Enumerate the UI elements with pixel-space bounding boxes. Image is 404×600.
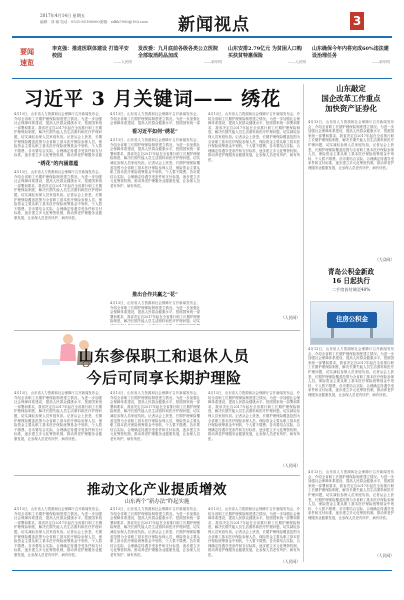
pension-headline-1: 山东参保职工和退休人员	[78, 347, 250, 365]
section-title: 新闻视点	[178, 15, 250, 35]
culture-col-1: 4月13日，山东省人力资源和社会保障厅召开新闻发布会，介绍全省职工长期护理保险制度建立情况。为进一步加强社会保障体系建设，提高人民群众健康水平，按照国家统一部署和要求，我省决定自2017年起在全省推行职工长期护理保险制度，解决长期失能人员生活照料和医疗护理问题，切实减轻参保人员家庭负担。记者从会上获悉，长期护理保险覆盖范围为全省职工基本医疗保险参保人员，保险资金主要从职工基本医疗保险统筹基金中划转，个人暂不缴费。各市要结合实际，合理确定待遇享受条件和支付标准，逐步建立多元化筹资机制，推动养老护理服务业健康发展，让参保人员老有所护，病有所医。	[14, 507, 102, 557]
header-editor: 编辑：刘 朝 电话：0531-85196000	[40, 20, 100, 24]
lead-headline: 习近平 3 月关键词—— 绣花	[24, 88, 282, 110]
quick-news-source: ——新华网	[204, 60, 222, 64]
lead-col-2c: 4月13日，山东省人力资源和社会保障厅召开新闻发布会，介绍全省职工长期护理保险制度建立情况。为进一步加强社会保障体系建设，提高人民群众健康水平，按照国家统一部署和要求，我省决定自2017年起在全省推行职工长期护理保险制度，解决长期失能人员生活照料和医疗护理问题，切实	[110, 301, 200, 324]
quick-news-title: 山东确保今年内将完成60%违法建设治理任务	[312, 46, 389, 59]
quick-news-item[interactable]	[138, 46, 222, 65]
pension-headline-2: 今后可同享长期护理险	[86, 369, 242, 387]
quick-news-item[interactable]	[52, 46, 132, 65]
fund-body-continued: 4月13日，山东省人力资源和社会保障厅召开新闻发布会，介绍全省职工长期护理保险制度建立情况。为进一步加强社会保障体系建设，提高人民群众健康水平，按照国家统一部署和要求，我省决定自2017年起在全省推行职工长期护理保险制度，解决长期失能人员生活照料和医疗护理问题，切实减轻参保人员家庭负担。记者从会上获悉，长期护理保险覆盖范围为全省职工基本医疗保险参保人员，保险资金主要从职工基本医疗保险统筹基金中划转，个人暂不缴费。各市要结合实际，合理确定待遇享受条件和支付标准，逐步建立多元化筹资机制，推动养老护理服务业健康发展，让参保人员老有所护，病有所医。	[308, 470, 394, 520]
fund-subline: 二手房首付调至40%	[331, 287, 371, 292]
page-header	[0, 0, 404, 40]
lead-col-2b: 4月13日，山东省人力资源和社会保障厅召开新闻发布会，介绍全省职工长期护理保险制度建立情况。为进一步加强社会保障体系建设，提高人民群众健康水平，按照国家统一部署和要求，我省决定自2017年起在全省推行职工长期护理保险制度，解决长期失能人员生活照料和医疗护理问题，切实减轻参保人员家庭负担。记者从会上获悉，长期护理保险覆盖范围为全省职工基本医疗保险参保人员，保险资金主要从职工基本医疗保险统筹基金中划转，个人暂不缴费。各市要结合实际，合理确定待遇享受条件和支付标准，逐步建立多元化筹资机制，推动养老护理服务业健康发展，让参保人员老有所护，病有所医。	[110, 138, 200, 188]
fund-headline-2: 16 日起执行	[332, 277, 370, 285]
lead-subhead-2: 看习近平如何“绣花”	[132, 129, 178, 135]
culture-col-3: 4月13日，山东省人力资源和社会保障厅召开新闻发布会，介绍全省职工长期护理保险制度建立情况。为进一步加强社会保障体系建设，提高人民群众健康水平，按照国家统一部署和要求，我省决定自2017年起在全省推行职工长期护理保险制度，解决长期失能人员生活照料和医疗护理问题，切实减轻参保人员家庭负担。记者从会上获悉，长期护理保险覆盖范围为全省职工基本医疗保险参保人员，保险资金主要从职工基本医疗保险统筹基金中划转，个人暂不缴费。各市要结合实际，合理确定待遇享受条件和支付标准，逐步建立多元化筹资机制，推动养老护理服务业健康发展，让参保人员老有所护，病有所医。	[208, 507, 300, 557]
quick-news	[12, 40, 392, 78]
quick-news-title: 发改委：九月底前各级各类公立医院全部取消药品加成	[138, 46, 219, 59]
side-story	[308, 84, 394, 264]
quick-news-label: 要闻 速览	[20, 47, 34, 67]
fund-body: 4月13日，山东省人力资源和社会保障厅召开新闻发布会，介绍全省职工长期护理保险制度建立情况。为进一步加强社会保障体系建设，提高人民群众健康水平，按照国家统一部署和要求，我省决定自2017年起在全省推行职工长期护理保险制度，解决长期失能人员生活照料和医疗护理问题，切实减轻参保人员家庭负担。记者从会上获悉，长期护理保险覆盖范围为全省职工基本医疗保险参保人员，保险资金主要从职工基本医疗保险统筹基金中划转，个人暂不缴费。各市要结合实际，合理确定待遇享受条件和支付标准，逐步建立多元化筹资机制，推动养老护理服务业健康发展，让参保人员老有所护，病有所医。	[308, 347, 394, 397]
quick-news-rule	[12, 78, 392, 79]
fund-source: （人民网）	[375, 553, 394, 558]
lead-subhead-3: 推出合作共赢之“花”	[132, 292, 178, 298]
culture-headline: 推动文化产业提质增效	[87, 482, 227, 498]
lead-col-1: 4月13日，山东省人力资源和社会保障厅召开新闻发布会，介绍全省职工长期护理保险制度建立情况。为进一步加强社会保障体系建设，提高人民群众健康水平，按照国家统一部署和要求，我省决定自2017年起在全省推行职工长期护理保险制度，解决长期失能人员生活照料和医疗护理问题，切实减轻参保人员家庭负担。记者从会上获悉，长期护理保险覆盖范围为全省职工基本医疗保险参保人员，保险资金主要从职工基本医疗保险统筹基金中划转，个人暂不缴费。各市要结合实际，合理确定待遇享受条件和支付标准，逐步建立多元化筹资机制，推动养老护理服务业健	[14, 112, 102, 157]
header-email: 邮箱：sdbk7000@163.com	[100, 20, 148, 24]
quick-news-item[interactable]	[312, 46, 390, 65]
lead-col-1b: 4月13日，山东省人力资源和社会保障厅召开新闻发布会，介绍全省职工长期护理保险制度建立情况。为进一步加强社会保障体系建设，提高人民群众健康水平，按照国家统一部署和要求，我省决定自2017年起在全省推行职工长期护理保险制度，解决长期失能人员生活照料和医疗护理问题，切实减轻参保人员家庭负担。记者从会上获悉，长期护理保险覆盖范围为全省职工基本医疗保险参保人员，保险资金主要从职工基本医疗保险统筹基金中划转，个人暂不缴费。各市要结合实际，合理确定待遇享受条件和支付标准，逐步建立多元化筹资机制，推动养老护理服务业健康发展，让参保人员老有所护，病有所医。	[14, 170, 102, 220]
fund-sign-illustration	[311, 302, 393, 344]
lead-source: （人民网）	[281, 315, 300, 320]
quick-news-source: ——新华网	[372, 60, 390, 64]
pension-col-3: 4月13日，山东省人力资源和社会保障厅召开新闻发布会，介绍全省职工长期护理保险制度建立情况。为进一步加强社会保障体系建设，提高人民群众健康水平，按照国家统一部署和要求，我省决定自2017年起在全省推行职工长期护理保险制度，解决长期失能人员生活照料和医疗护理问题，切实减轻参保人员家庭负担。记者从会上获悉，长期护理保险覆盖范围为全省职工基本医疗保险参保人员，保险资金主要从职工基本医疗保险统筹基金中划转，个人暂不缴费。各市要结合实际，合理确定待遇享受条件和支付标准，逐步建立多元化筹资机制，推动养老护理服务业健康发展，让参保人员老有所护，病有所医。	[208, 391, 300, 441]
pension-col-2: 4月13日，山东省人力资源和社会保障厅召开新闻发布会，介绍全省职工长期护理保险制度建立情况。为进一步加强社会保障体系建设，提高人民群众健康水平，按照国家统一部署和要求，我省决定自2017年起在全省推行职工长期护理保险制度，解决长期失能人员生活照料和医疗护理问题，切实减轻参保人员家庭负担。记者从会上获悉，长期护理保险覆盖范围为全省职工基本医疗保险参保人员，保险资金主要从职工基本医疗保险统筹基金中划转，个人暂不缴费。各市要结合实际，合理确定待遇享受条件和支付标准，逐步建立多元化筹资机制，推动养老护理服务业健康发展，让参保人员老有所护，病有所医。	[110, 391, 200, 441]
quick-news-source: ——人民网	[288, 60, 306, 64]
lead-col-3: 4月13日，山东省人力资源和社会保障厅召开新闻发布会，介绍全省职工长期护理保险制度建立情况。为进一步加强社会保障体系建设，提高人民群众健康水平，按照国家统一部署和要求，我省决定自2017年起在全省推行职工长期护理保险制度，解决长期失能人员生活照料和医疗护理问题，切实减轻参保人员家庭负担。记者从会上获悉，长期护理保险覆盖范围为全省职工基本医疗保险参保人员，保险资金主要从职工基本医疗保险统筹基金中划转，个人暂不缴费。各市要结合实际，合理确定待遇享受条件和支付标准，逐步建立多元化筹资机制，推动养老护理服务业健康发展，让参保人员老有所护，病有所医。	[208, 112, 300, 162]
quick-news-title: 山东安排2.79亿元 为贫困人口购买扶贫特惠保险	[228, 46, 302, 59]
side-source: （大众网）	[375, 257, 394, 262]
culture-subhead: 山东两个“新办法”昨起实施	[124, 499, 190, 505]
fund-photo	[310, 301, 394, 345]
pension-story-body	[14, 391, 300, 471]
quick-news-source: ——人民网	[114, 60, 132, 64]
lead-col-2: 4月13日，山东省人力资源和社会保障厅召开新闻发布会，介绍全省职工长期护理保险制度建立情况。为进一步加强社会保障体系建设，提高人民群众健康水平，按照国家统一部	[110, 112, 200, 125]
side-body: 4月13日，山东省人力资源和社会保障厅召开新闻发布会，介绍全省职工长期护理保险制度建立情况。为进一步加强社会保障体系建设，提高人民群众健康水平，按照国家统一部署和要求，我省决定自2017年起在全省推行职工长期护理保险制度，解决长期失能人员生活照料和医疗护理问题，切实减轻参保人员家庭负担。记者从会上获悉，长期护理保险覆盖范围为全省职工基本医疗保险参保人员，保险资金主要从职工基本医疗保险统筹基金中划转，个人暂不缴费。各市要结合实际，合理确定待遇享受条件和支付标准，逐步建立多元化筹资机制，推动养老护理服务业健康发展，让参保人员老有所护，病有所医。	[308, 120, 394, 170]
header-rule	[12, 36, 392, 38]
fund-sign-text: 住房公积金	[336, 315, 368, 323]
pension-col-1: 4月13日，山东省人力资源和社会保障厅召开新闻发布会，介绍全省职工长期护理保险制度建立情况。为进一步加强社会保障体系建设，提高人民群众健康水平，按照国家统一部署和要求，我省决定自2017年起在全省推行职工长期护理保险制度，解决长期失能人员生活照料和医疗护理问题，切实减轻参保人员家庭负担。记者从会上获悉，长期护理保险覆盖范围为全省职工基本医疗保险参保人员，保险资金主要从职工基本医疗保险统筹基金中划转，个人暂不缴费。各市要结合实际，合理确定待遇享受条件和支付标准，逐步建立多元化筹资机制，推动养老护理服务业健康发展，让参保人员老有所护，病有所医。	[14, 391, 102, 441]
lead-subhead-1: “绣花”的内涵意蕴	[37, 161, 79, 167]
side-headline: 山东敲定 国企改革工作重点 加快资产证券化	[321, 84, 381, 113]
fund-headline-1: 青岛公积金新政	[327, 268, 375, 276]
page-number: 3	[352, 14, 362, 28]
culture-story-body	[14, 507, 300, 565]
quick-news-item[interactable]	[228, 46, 306, 65]
section-separator	[14, 475, 300, 476]
page-number-badge	[350, 12, 364, 30]
pension-source: （人民网）	[281, 463, 300, 468]
culture-source: （人民网）	[281, 559, 300, 564]
culture-col-2: 4月13日，山东省人力资源和社会保障厅召开新闻发布会，介绍全省职工长期护理保险制度建立情况。为进一步加强社会保障体系建设，提高人民群众健康水平，按照国家统一部署和要求，我省决定自2017年起在全省推行职工长期护理保险制度，解决长期失能人员生活照料和医疗护理问题，切实减轻参保人员家庭负担。记者从会上获悉，长期护理保险覆盖范围为全省职工基本医疗保险参保人员，保险资金主要从职工基本医疗保险统筹基金中划转，个人暂不缴费。各市要结合实际，合理确定待遇享受条件和支付标准，逐步建立多元化筹资机制，推动养老护理服务业健康发展，让参保人员老有所护，病有所医。	[110, 507, 200, 557]
column-divider	[303, 84, 304, 562]
lead-story-body	[14, 112, 300, 327]
footer-rule	[12, 570, 392, 571]
fund-story	[308, 268, 394, 468]
header-date: 2017年4月14日 星期五	[40, 13, 86, 18]
quick-news-title: 李克强：推进医联体建设 打造平安校园	[52, 46, 129, 59]
